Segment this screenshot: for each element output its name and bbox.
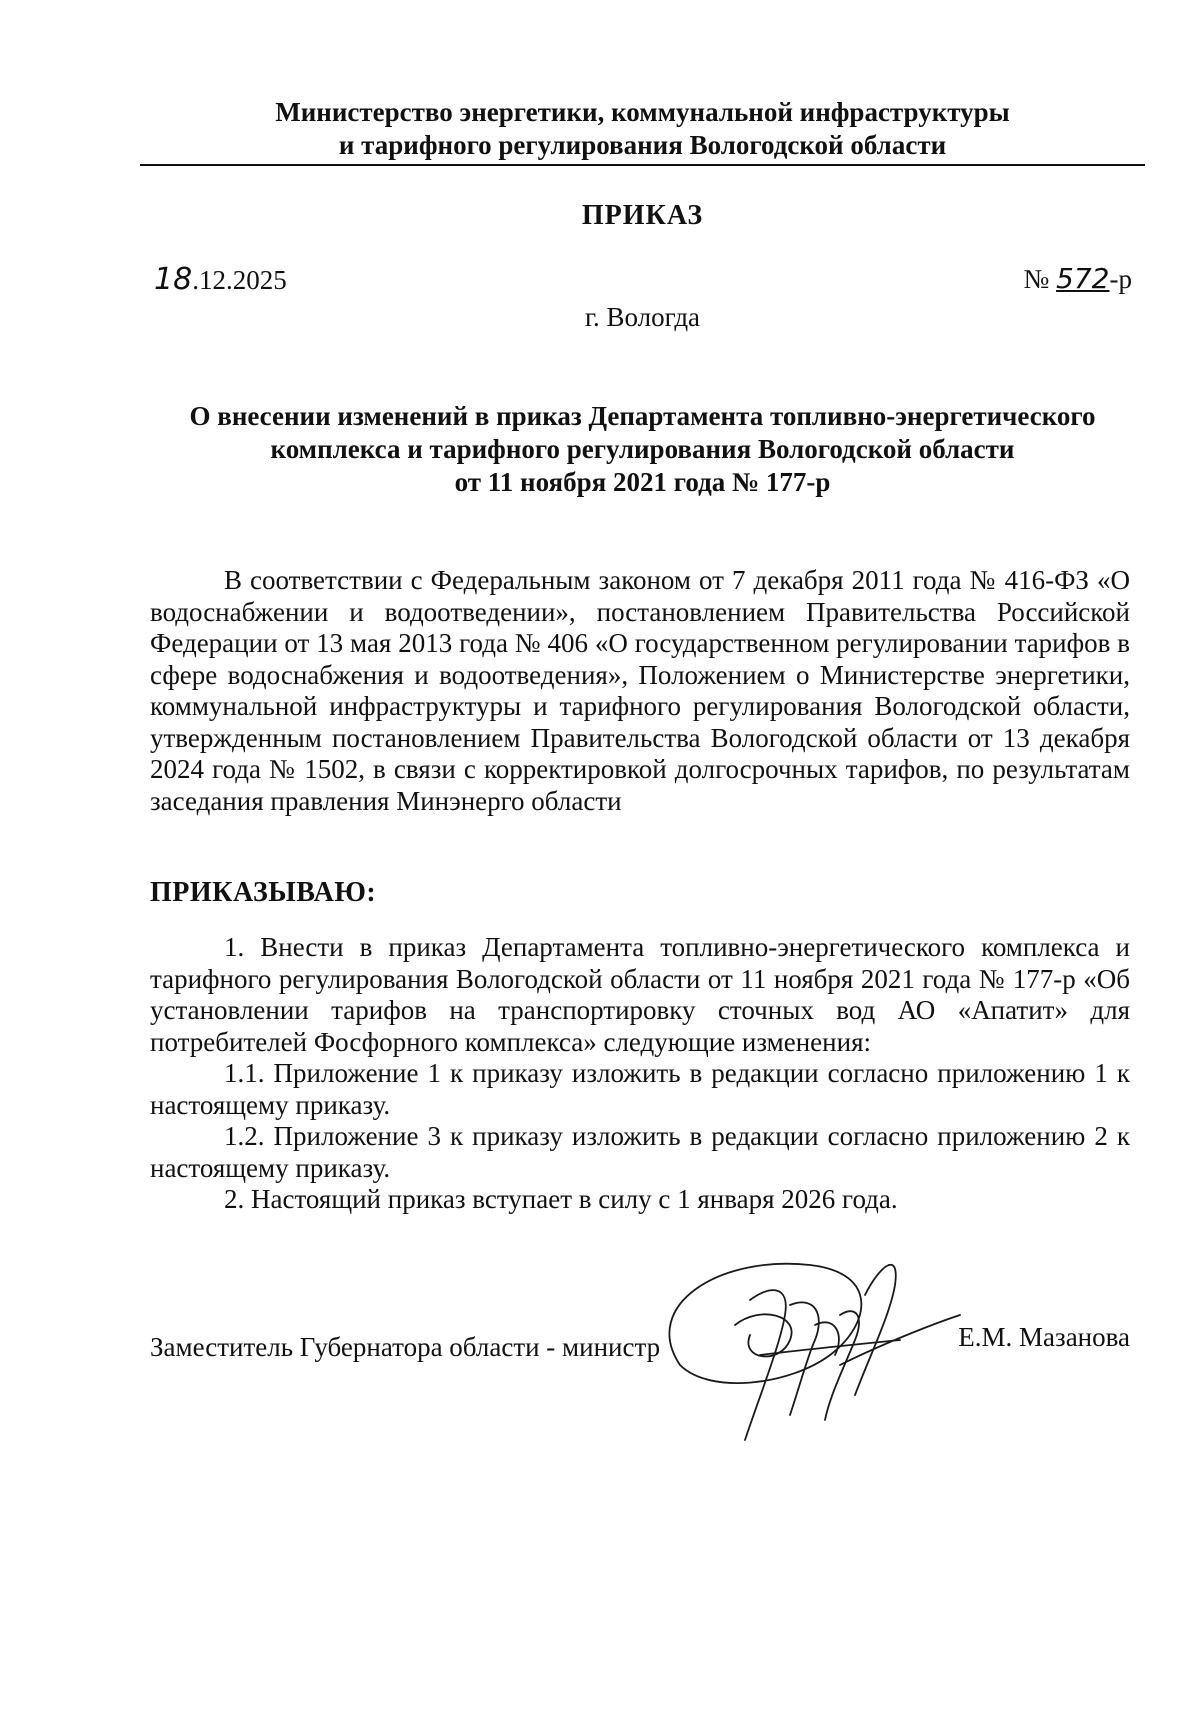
handwritten-day: 18 <box>154 262 193 297</box>
handwritten-number: 572 <box>1056 262 1110 295</box>
order-number <box>1024 262 1132 295</box>
order-item: 2. Настоящий приказ вступает в силу с 1 января 2026 года. <box>224 1184 898 1214</box>
order-items <box>150 932 1130 1216</box>
date-rest: .12.2025 <box>192 265 287 295</box>
number-suffix: -р <box>1109 264 1132 294</box>
signer-position: Заместитель Губернатора области - министр <box>150 1332 661 1362</box>
signer-name: Е.М. Мазанова <box>958 1322 1130 1352</box>
subject-line1: О внесении изменений в приказ Департамента топливно-энергетического <box>189 401 1096 431</box>
city: г. Вологда <box>584 302 701 332</box>
order-date <box>154 262 287 297</box>
order-word: ПРИКАЗЫВАЮ: <box>150 877 377 908</box>
number-prefix: № <box>1023 264 1057 294</box>
handwritten-signature <box>640 1245 970 1445</box>
order-item: 1.1. Приложение 1 к приказу изложить в редакции согласно приложению 1 к настоящему приказу. <box>150 1058 1130 1120</box>
subject-line3: от 11 ноября 2021 года № 177-р <box>454 467 831 497</box>
preamble-paragraph: В соответствии с Федеральным законом от 7 декабря 2011 года № 416-ФЗ «О водоснабжении и водоотведении», постановлением Правительства Российской Федерации от 13 мая 2013 года № 406 «О государственном регулировании тарифов в сфере водоснабжения и водоотведения», Положением о Министерстве энергетики, коммунальной инфраструктуры и тарифного регулирования Вологодской области, утвержденным постановлением Правительства Вологодской области от 13 декабря 2024 года № 1502, в связи с корректировкой долгосрочных тарифов, по результатам заседания правления Минэнерго области <box>150 565 1130 816</box>
order-subject <box>140 400 1145 499</box>
ministry-header <box>140 96 1145 162</box>
subject-line2: комплекса и тарифного регулирования Вологодской области <box>270 434 1015 464</box>
order-item: 1. Внести в приказ Департамента топливно-энергетического комплекса и тарифного регулирования Вологодской области от 11 ноября 2021 года № 177-р «Об установлении тарифов на транспортировку сточных вод АО «Апатит» для потребителей Фосфорного комплекса» следующие изменения: <box>150 932 1130 1057</box>
ministry-header-line1: Министерство энергетики, коммунальной инфраструктуры <box>275 97 1010 127</box>
ministry-header-line2: и тарифного регулирования Вологодской области <box>338 130 947 160</box>
document-type-title: ПРИКАЗ <box>581 200 704 231</box>
header-divider <box>140 164 1145 166</box>
order-item: 1.2. Приложение 3 к приказу изложить в редакции согласно приложению 2 к настоящему приказу. <box>150 1121 1130 1183</box>
